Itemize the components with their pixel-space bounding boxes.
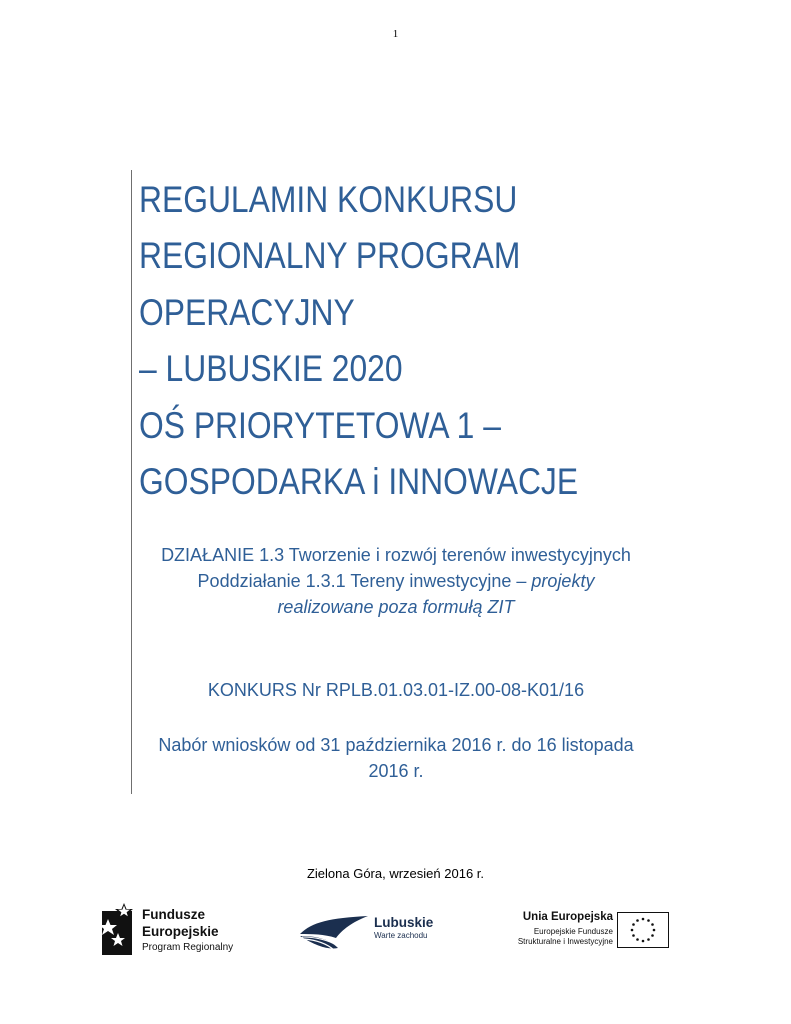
- eu-flag-icon: [617, 912, 669, 948]
- subaction-line: [131, 568, 661, 594]
- fundusze-europejskie-logo-icon: [102, 903, 136, 955]
- recruitment-line-2: 2016 r.: [368, 761, 424, 781]
- subaction-normal-text: Poddziałanie 1.3.1 Tereny inwestycyjne –: [197, 571, 532, 591]
- title-line: – LUBUSKIE 2020: [139, 348, 403, 390]
- lubuskie-logo-line-2: Warte zachodu: [374, 931, 428, 940]
- unia-europejska-logo: [505, 910, 675, 952]
- title-line: REGULAMIN KONKURSU: [139, 179, 518, 220]
- action-line: DZIAŁANIE 1.3 Tworzenie i rozwój terenów inwestycyjnych: [161, 545, 631, 565]
- fundusze-logo-line-2: Europejskie: [142, 924, 219, 939]
- fundusze-europejskie-logo: [102, 903, 242, 959]
- lubuskie-logo-icon: [298, 912, 370, 952]
- title-line: REGIONALNY PROGRAM: [139, 235, 521, 277]
- page-number: 1: [392, 28, 399, 40]
- competition-number: KONKURS Nr RPLB.01.03.01-IZ.00-08-K01/16: [207, 680, 585, 700]
- title-line: OPERACYJNY: [139, 291, 355, 333]
- title-line: GOSPODARKA i INNOWACJE: [139, 461, 579, 503]
- place-and-date: Zielona Góra, wrzesień 2016 r.: [306, 866, 485, 881]
- document-title: [139, 172, 672, 510]
- lubuskie-logo-line-1: Lubuskie: [374, 915, 434, 930]
- subaction-italic-line: realizowane poza formułą ZIT: [277, 597, 515, 617]
- recruitment-dates: [131, 732, 661, 784]
- ue-logo-line-2: Europejskie Fundusze: [533, 927, 613, 936]
- fundusze-logo-line-1: Fundusze: [142, 907, 205, 922]
- lubuskie-logo: [298, 912, 458, 952]
- subaction-italic-text: projekty: [531, 571, 595, 591]
- ue-logo-line-3: Strukturalne i Inwestycyjne: [517, 937, 613, 946]
- fundusze-logo-line-3: Program Regionalny: [142, 942, 234, 953]
- recruitment-line-1: Nabór wniosków od 31 października 2016 r. do 16 listopada: [158, 735, 634, 755]
- ue-logo-line-1: Unia Europejska: [522, 911, 613, 923]
- title-line: OŚ PRIORYTETOWA 1 –: [139, 404, 501, 446]
- action-description: [131, 542, 661, 620]
